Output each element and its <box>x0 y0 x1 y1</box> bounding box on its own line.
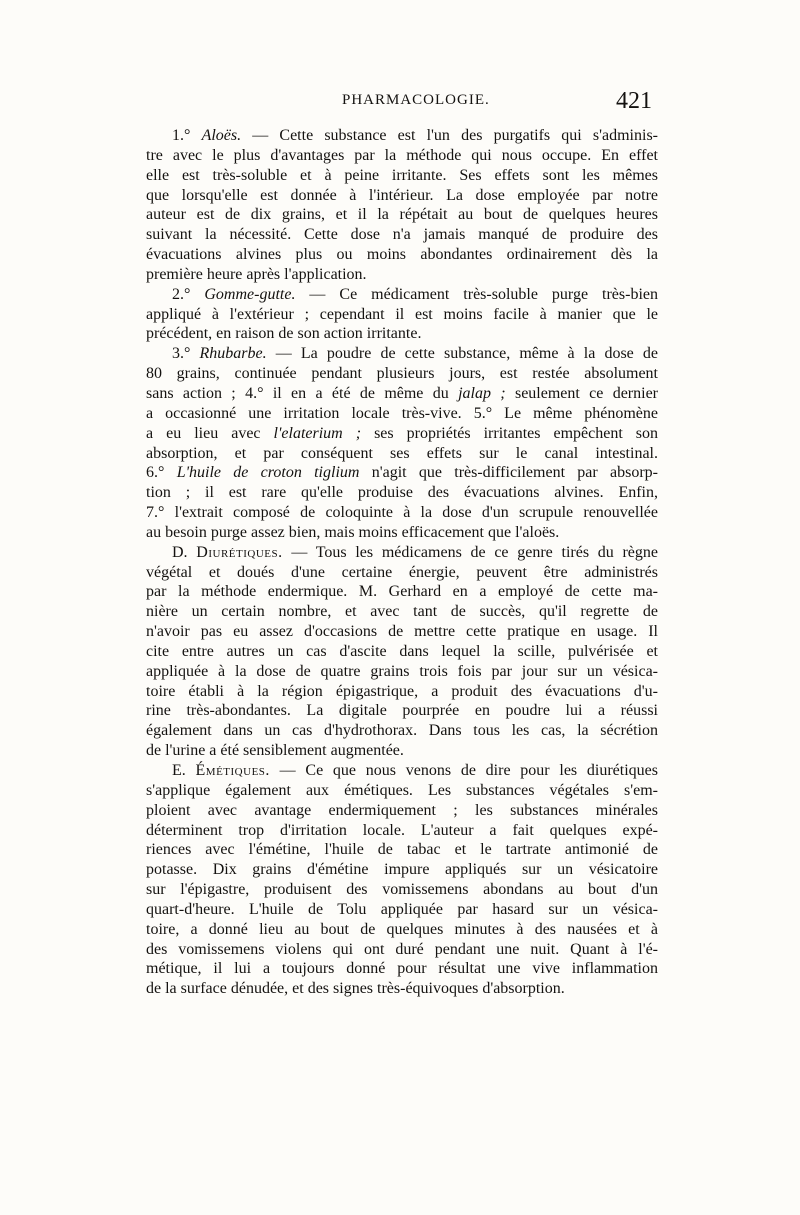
body-text <box>146 126 658 999</box>
text-line <box>146 940 658 960</box>
line-text: — Ce que nous venons de dire pour les diurétiques <box>269 762 658 779</box>
text-line <box>146 503 658 523</box>
text-line <box>146 721 658 741</box>
text-line <box>146 860 658 880</box>
text-line <box>146 364 658 384</box>
line-text: — Cette substance est l'un des purgatifs qui s'adminis- <box>241 127 659 144</box>
text-line <box>146 642 658 662</box>
line-text: appliqué à l'extérieur ; cependant il est moins facile à manier que le <box>146 305 658 323</box>
line-text: 6.° <box>146 464 177 482</box>
line-text: 2.° <box>172 285 205 303</box>
line-text: absorption, et par conséquent ses effets sur le canal intestinal. <box>146 444 658 462</box>
text-line <box>146 344 658 364</box>
text-line <box>146 582 658 602</box>
text-line <box>146 186 658 206</box>
line-text: 80 grains, continuée pendant plusieurs jours, est restée absolument <box>146 365 658 383</box>
line-text: potasse. Dix grains d'émétine impure appliqués sur un vésicatoire <box>146 861 658 879</box>
italic-term: L'huile de croton tiglium <box>176 464 360 482</box>
line-text: seulement ce dernier <box>505 384 659 402</box>
text-line <box>146 840 658 860</box>
section-heading: Diurétiques. <box>196 543 283 561</box>
line-text: ploient avec avantage endermiquement ; les substances minérales <box>146 801 658 819</box>
line-text: au besoin purge assez bien, mais moins efficacement que l'aloës. <box>146 523 560 541</box>
line-text: première heure après l'application. <box>146 265 367 283</box>
text-line <box>146 146 658 166</box>
line-text: des vomissemens violens qui ont duré pendant une nuit. Quant à l'é- <box>146 940 658 958</box>
line-text: de la surface dénudée, et des signes très-équivoques d'absorption. <box>146 980 565 998</box>
text-line <box>146 682 658 702</box>
text-line <box>146 920 658 940</box>
line-text: appliquée à la dose de quatre grains trois fois par jour sur un vésica- <box>146 662 658 680</box>
line-text: ses propriétés irritantes empêchent son <box>361 424 659 442</box>
text-line <box>146 701 658 721</box>
line-text: sans action ; 4.° il en a été de même du <box>146 384 459 402</box>
paragraph-emetiques <box>146 761 658 999</box>
text-line <box>146 384 658 404</box>
italic-term: jalap ; <box>458 384 506 402</box>
page-number: 421 <box>616 88 652 114</box>
text-line <box>146 602 658 622</box>
text-line <box>146 523 658 543</box>
line-text: — La poudre de cette substance, même à la dose de <box>266 345 658 363</box>
line-text: toire, a donné lieu au bout de quelques minutes à des nausées et à <box>146 920 658 938</box>
text-line <box>146 801 658 821</box>
line-text: — Tous les médicamens de ce genre tirés du règne <box>282 543 659 561</box>
italic-term: l'elaterium ; <box>273 424 362 442</box>
line-text: toire établi à la région épigastrique, a produit des évacuations d'u- <box>146 682 658 700</box>
text-line <box>146 305 658 325</box>
running-head <box>0 90 800 120</box>
text-line <box>146 444 658 464</box>
text-line <box>146 781 658 801</box>
line-text: 7.° l'extrait composé de coloquinte à la dose d'un scrupule renouvellée <box>146 504 658 522</box>
line-text: n'avoir pas eu assez d'occasions de mettre cette pratique en usage. Il <box>146 623 658 641</box>
paragraph-diuretiques <box>146 543 658 761</box>
text-line <box>146 880 658 900</box>
text-line <box>146 404 658 424</box>
text-line <box>146 563 658 583</box>
line-text: a occasionné une irritation locale très-vive. 5.° Le même phénomène <box>146 404 658 422</box>
line-text: quart-d'heure. L'huile de Tolu appliquée par hasard sur un vésica- <box>146 900 658 918</box>
text-line <box>146 483 658 503</box>
paragraph-gomme-gutte <box>146 285 658 345</box>
text-line <box>146 761 658 781</box>
line-text: n'agit que très-difficilement par absorp- <box>359 464 658 482</box>
text-line <box>146 285 658 305</box>
text-line <box>146 463 658 483</box>
text-line <box>146 543 658 563</box>
text-line <box>146 900 658 920</box>
line-text: tion ; il est rare qu'elle produise des évacuations alvines. Enfin, <box>146 484 658 502</box>
line-text: métique, il lui a toujours donné pour résultat une vive inflammation <box>146 960 658 978</box>
line-text: sur l'épigastre, produisent des vomissemens abondans au bout d'un <box>146 881 658 899</box>
line-text: 3.° <box>172 345 200 363</box>
line-text: suivant la nécessité. Cette dose n'a jamais manqué de produire des <box>146 226 658 244</box>
paragraph-aloes <box>146 126 658 285</box>
line-text: végétal et doués d'une certaine énergie, peuvent être administrés <box>146 563 658 581</box>
line-text: précédent, en raison de son action irritante. <box>146 325 422 343</box>
text-line <box>146 324 658 344</box>
text-line <box>146 741 658 761</box>
text-line <box>146 821 658 841</box>
line-text: riences avec l'émétine, l'huile de tabac et le tartrate antimonié de <box>146 841 658 859</box>
line-text: s'applique également aux émétiques. Les substances végétales s'em- <box>146 781 658 799</box>
text-line <box>146 205 658 225</box>
line-text: D. <box>172 543 197 561</box>
line-text: rine très-abondantes. La digitale pourprée en poudre lui a réussi <box>146 702 658 720</box>
text-line <box>146 424 658 444</box>
text-line <box>146 622 658 642</box>
line-text: — Ce médicament très-soluble purge très-bien <box>295 285 658 303</box>
line-text: également dans un cas d'hydrothorax. Dans tous les cas, la sécrétion <box>146 722 658 740</box>
running-title: PHARMACOLOGIE. <box>342 92 490 108</box>
italic-term: Rhubarbe. <box>199 345 267 363</box>
italic-term: Aloës. <box>201 127 242 144</box>
text-line <box>146 225 658 245</box>
text-line <box>146 979 658 999</box>
line-text: a eu lieu avec <box>146 424 274 442</box>
text-line <box>146 166 658 186</box>
line-text: cite entre autres un cas d'ascite dans lequel la scille, pulvérisée et <box>146 642 658 660</box>
paragraph-rhubarbe <box>146 344 658 542</box>
line-text: E. <box>172 762 196 779</box>
line-text: auteur est de dix grains, et il la répétait au bout de quelques heures <box>146 206 658 224</box>
line-text: que lorsqu'elle est donnée à l'intérieur. La dose employée par notre <box>146 186 658 204</box>
line-text: elle est très-soluble et à peine irritante. Ses effets sont les mêmes <box>146 166 658 184</box>
text-line <box>146 245 658 265</box>
line-text: de l'urine a été sensiblement augmentée. <box>146 742 404 760</box>
line-text: évacuations alvines plus ou moins abondantes ordinairement dès la <box>146 246 658 264</box>
text-line <box>146 662 658 682</box>
text-line <box>146 959 658 979</box>
line-text: nière un certain nombre, et avec tant de succès, qu'il regrette de <box>146 603 658 621</box>
line-text: déterminent trop d'irritation locale. L'auteur a fait quelques expé- <box>146 821 658 839</box>
text-line <box>146 126 658 146</box>
italic-term: Gomme-gutte. <box>204 285 296 303</box>
line-text: par la méthode endermique. M. Gerhard en a employé de cette ma- <box>146 583 658 601</box>
line-text: 1.° <box>172 127 202 144</box>
section-heading: Émétiques. <box>195 762 270 779</box>
text-line <box>146 265 658 285</box>
line-text: tre avec le plus d'avantages par la méthode qui nous occupe. En effet <box>146 146 658 164</box>
